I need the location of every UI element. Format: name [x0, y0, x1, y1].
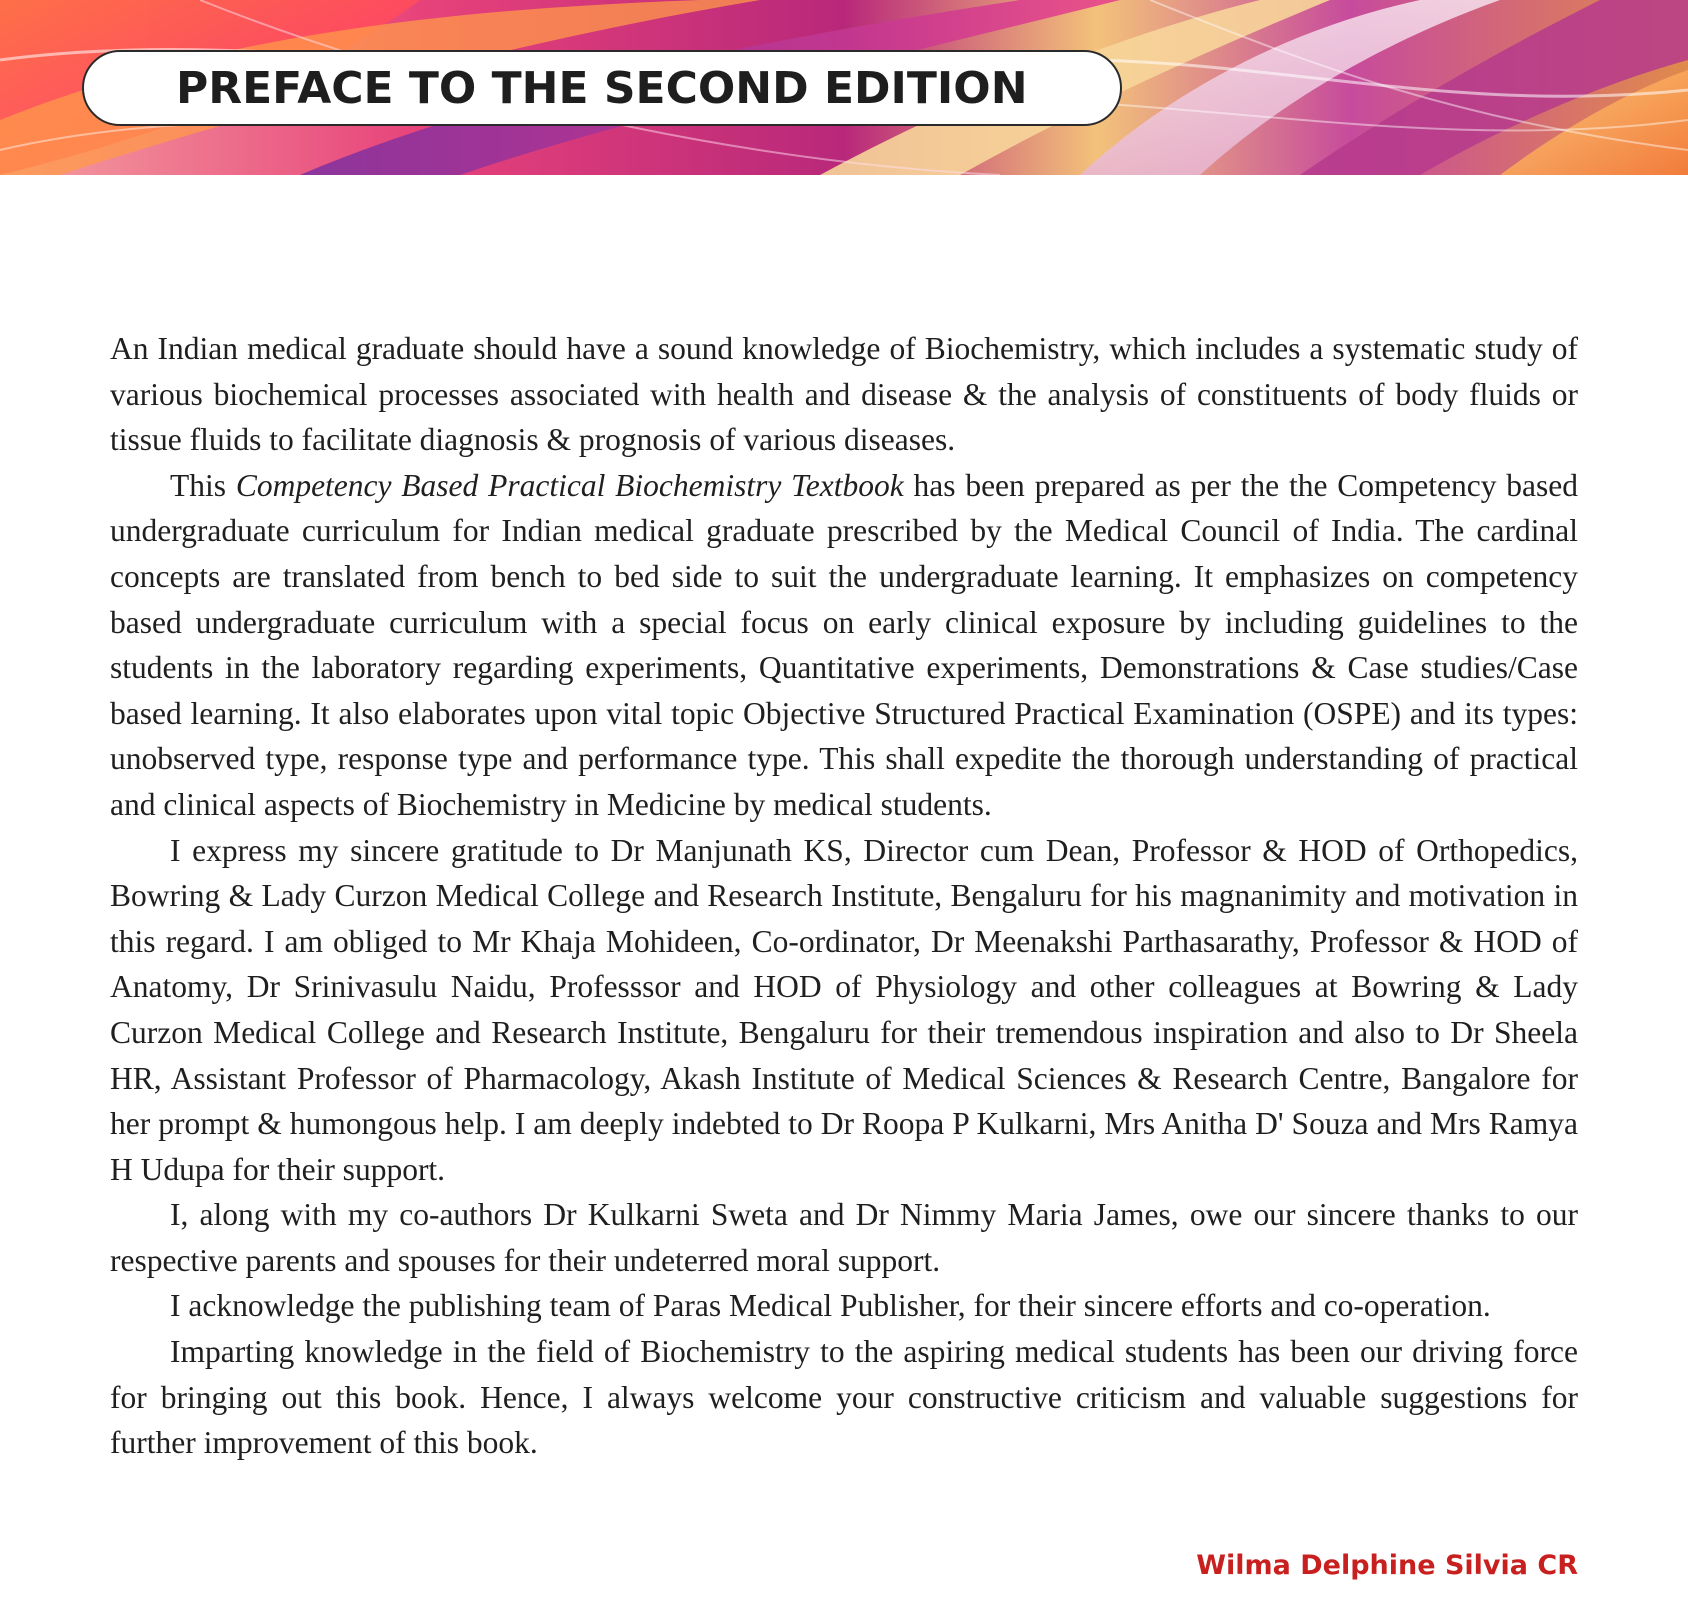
header-banner — [0, 0, 1688, 175]
paragraph-4: I, along with my co-authors Dr Kulkarni Sweta and Dr Nimmy Maria James, owe our sincere thanks to our respective parents and spouses for their undeterred moral support. — [110, 1197, 1578, 1278]
page-title: PREFACE TO THE SECOND EDITION — [82, 50, 1122, 126]
paragraph-6: Imparting knowledge in the field of Biochemistry to the aspiring medical students has been our driving force for bringing out this book. Hence, I always welcome your constructive criticism and valuable suggestions for further improvement of this book. — [110, 1334, 1578, 1461]
paragraph-1: An Indian medical graduate should have a sound knowledge of Biochemistry, which includes a systematic study of various biochemical processes associated with health and disease & the analysis of constituents of body fluids or tissue fluids to facilitate diagnosis & prognosis of various diseases. — [110, 331, 1578, 458]
paragraph-3: I express my sincere gratitude to Dr Manjunath KS, Director cum Dean, Professor & HOD of Orthopedics, Bowring & Lady Curzon Medical College and Research Institute, Bengaluru for his magnanimity and motivation in this regard. I am obliged to Mr Khaja Mohideen, Co-ordinator, Dr Meenakshi Parthasarathy, Professor & HOD of Anatomy, Dr Srinivasulu Naidu, Professsor and HOD of Physiology and other colleagues at Bowring & Lady Curzon Medical College and Research Institute, Bengaluru for their tremendous inspiration and also to Dr Sheela HR, Assistant Professor of Pharmacology, Akash Institute of Medical Sciences & Research Centre, Bangalore for her prompt & humongous help. I am deeply indebted to Dr Roopa P Kulkarni, Mrs Anitha D' Souza and Mrs Ramya H Udupa for their support. — [110, 832, 1578, 1187]
paragraph-5: I acknowledge the publishing team of Paras Medical Publisher, for their sincere efforts and co-operation. — [170, 1288, 1491, 1324]
paragraph-2-lead: This — [170, 467, 236, 503]
paragraph-2 — [110, 463, 1578, 828]
paragraph-2-rest: has been prepared as per the the Competency based undergraduate curriculum for Indian medical graduate prescribed by the Medical Council of India. The cardinal concepts are translated from bench to bed side to suit the undergraduate learning. It emphasizes on competency based undergraduate curriculum with a special focus on early clinical exposure by including guidelines to the students in the laboratory regarding experiments, Quantitative experiments, Demonstrations & Case studies/Case based learning. It also elaborates upon vital topic Objective Structured Practical Examination (OSPE) and its types: unobserved type, response type and performance type. This shall expedite the thorough understanding of practical and clinical aspects of Biochemistry in Medicine by medical students. — [110, 467, 1578, 822]
book-title: Competency Based Practical Biochemistry Textbook — [235, 467, 904, 503]
preface-body — [110, 326, 1578, 1466]
author-signature: Wilma Delphine Silvia CR — [1196, 1550, 1578, 1581]
